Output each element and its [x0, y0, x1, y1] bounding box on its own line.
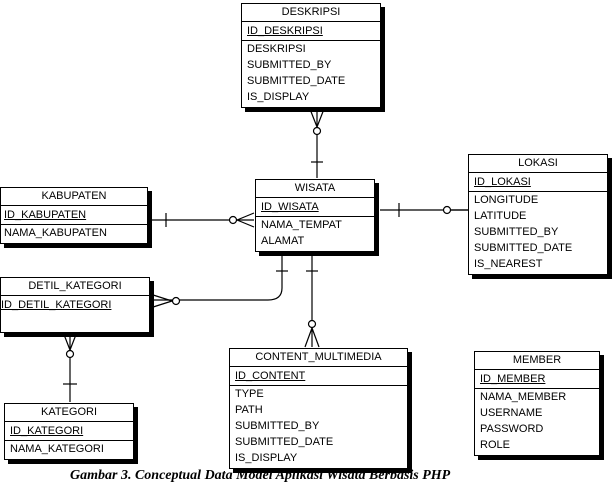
attribute-list [256, 217, 374, 251]
attribute-list [1, 225, 147, 243]
entity-deskripsi [241, 3, 381, 108]
attribute: ROLE [480, 439, 510, 451]
entity-title: DESKRIPSI [242, 4, 380, 22]
rel-lokasi-wisata [380, 203, 468, 217]
attribute: NAMA_MEMBER [480, 391, 567, 403]
entity-content-multimedia [229, 348, 408, 469]
attribute: PATH [235, 404, 263, 416]
entity-wisata [255, 179, 375, 252]
attribute: SUBMITTED_DATE [474, 242, 573, 254]
attribute: LATITUDE [474, 210, 527, 222]
primary-key-section [1, 296, 149, 332]
attribute: NAMA_KABUPATEN [4, 227, 107, 239]
entity-title: DETIL_KATEGORI [1, 278, 149, 296]
rel-wisata-content-multimedia [305, 256, 319, 347]
attribute: TYPE [235, 388, 264, 400]
attribute: IS_DISPLAY [247, 91, 310, 103]
attribute: USERNAME [480, 407, 543, 419]
attribute-list [230, 386, 407, 468]
entity-title: MEMBER [475, 352, 599, 370]
entity-title: CONTENT_MULTIMEDIA [230, 349, 407, 367]
entity-kategori [4, 403, 134, 460]
attribute: LONGITUDE [474, 194, 539, 206]
pk-attribute: ID_WISATA [261, 201, 319, 213]
pk-attribute: ID_DETIL_KATEGORI [1, 299, 112, 311]
primary-key-section [475, 370, 599, 389]
entity-title: LOKASI [469, 155, 607, 173]
rel-wisata-detil-kategori [150, 256, 288, 308]
attribute: PASSWORD [480, 423, 544, 435]
attribute: ALAMAT [261, 235, 305, 247]
attribute: SUBMITTED_BY [247, 59, 332, 71]
entity-title: KABUPATEN [1, 188, 147, 206]
pk-attribute: ID_KATEGORI [10, 425, 84, 437]
pk-attribute: ID_KABUPATEN [4, 209, 87, 221]
entity-lokasi [468, 154, 608, 275]
primary-key-section [469, 173, 607, 192]
entity-member [474, 351, 600, 456]
primary-key-section [1, 206, 147, 225]
figure-caption: Gambar 3. Conceptual Data Model Aplikasi Wisata Berbasis PHP [70, 468, 451, 483]
entity-kabupaten [0, 187, 148, 244]
rel-kategori-detil-kategori [63, 332, 77, 402]
attribute-list [5, 441, 133, 459]
attribute: SUBMITTED_DATE [247, 75, 346, 87]
attribute-list [469, 192, 607, 274]
pk-attribute: ID_MEMBER [480, 373, 546, 385]
primary-key-section [256, 198, 374, 217]
entity-detil-kategori [0, 277, 150, 333]
primary-key-section [230, 367, 407, 386]
pk-attribute: ID_LOKASI [474, 176, 531, 188]
attribute: SUBMITTED_BY [474, 226, 559, 238]
attribute: NAMA_TEMPAT [261, 219, 342, 231]
attribute: IS_NEAREST [474, 258, 543, 270]
attribute: IS_DISPLAY [235, 452, 298, 464]
attribute: NAMA_KATEGORI [10, 443, 104, 455]
attribute: SUBMITTED_DATE [235, 436, 334, 448]
entity-title: KATEGORI [5, 404, 133, 422]
entity-title: WISATA [256, 180, 374, 198]
attribute-list [475, 389, 599, 455]
primary-key-section [242, 22, 380, 41]
attribute-list [242, 41, 380, 107]
attribute: DESKRIPSI [247, 43, 306, 55]
pk-attribute: ID_DESKRIPSI [247, 25, 323, 37]
rel-wisata-deskripsi [310, 109, 324, 178]
primary-key-section [5, 422, 133, 441]
rel-kabupaten-wisata [148, 213, 254, 227]
attribute: SUBMITTED_BY [235, 420, 320, 432]
pk-attribute: ID_CONTENT [235, 370, 306, 382]
